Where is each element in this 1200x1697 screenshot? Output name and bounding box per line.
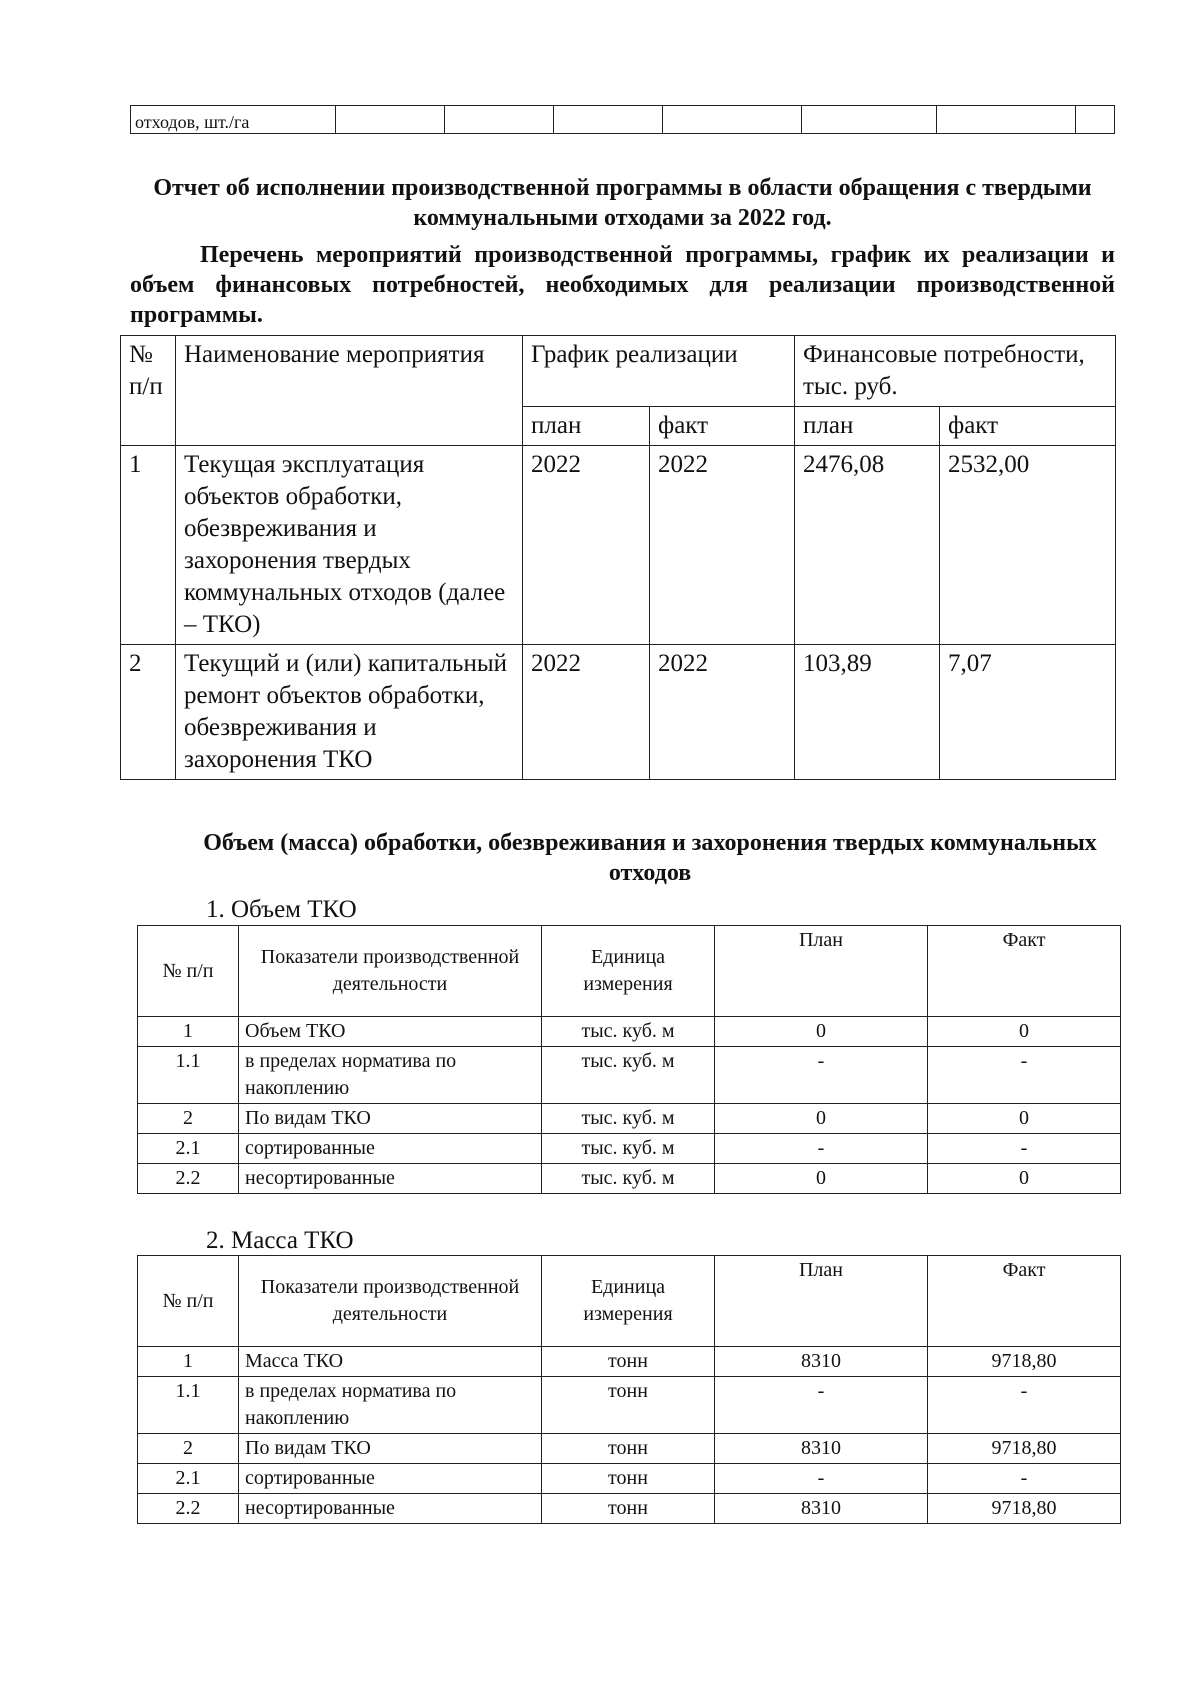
- row-plan: 8310: [715, 1494, 928, 1524]
- row-fact: -: [928, 1377, 1121, 1434]
- row-indicator: По видам ТКО: [239, 1434, 542, 1464]
- table-header-row: [138, 1256, 1121, 1347]
- previous-table-fragment: [130, 105, 1115, 134]
- table-cell: отходов, шт./га: [131, 106, 336, 134]
- volume-section-title: Объем (масса) обработки, обезвреживания и захоронения твердых коммунальных отходов: [203, 830, 1097, 886]
- mass-table: [137, 1255, 1121, 1524]
- row-unit: тонн: [542, 1464, 715, 1494]
- row-schedule-plan: 2022: [523, 645, 650, 780]
- row-indicator: Объем ТКО: [239, 1017, 542, 1047]
- row-schedule-fact: 2022: [650, 645, 795, 780]
- header-plan: План: [715, 926, 928, 1017]
- row-plan: 0: [715, 1104, 928, 1134]
- row-num: 2.1: [138, 1464, 239, 1494]
- header-finance-plan: план: [795, 407, 940, 446]
- row-unit: тыс. куб. м: [542, 1017, 715, 1047]
- row-fact: -: [928, 1134, 1121, 1164]
- row-indicator: в пределах норматива по накоплению: [239, 1377, 542, 1434]
- table-header-row: [138, 926, 1121, 1017]
- table-cell: [802, 106, 937, 134]
- header-indicator: Показатели производственной деятельности: [239, 926, 542, 1017]
- row-num: 1.1: [138, 1047, 239, 1104]
- row-num: 1: [138, 1347, 239, 1377]
- row-finance-fact: 7,07: [940, 645, 1116, 780]
- row-plan: 8310: [715, 1434, 928, 1464]
- header-finance-fact: факт: [940, 407, 1116, 446]
- row-indicator: Масса ТКО: [239, 1347, 542, 1377]
- table-row: [138, 1047, 1121, 1104]
- table-row: [138, 1464, 1121, 1494]
- table-cell: [1076, 106, 1115, 134]
- header-indicator: Показатели производственной деятельности: [239, 1256, 542, 1347]
- row-fact: -: [928, 1047, 1121, 1104]
- row-unit: тыс. куб. м: [542, 1164, 715, 1194]
- row-finance-plan: 2476,08: [795, 446, 940, 645]
- row-fact: 9718,80: [928, 1434, 1121, 1464]
- row-num: 1.1: [138, 1377, 239, 1434]
- row-plan: -: [715, 1134, 928, 1164]
- table-cell: [445, 106, 554, 134]
- program-intro: [130, 240, 1115, 330]
- row-unit: тыс. куб. м: [542, 1047, 715, 1104]
- row-num: 2: [138, 1104, 239, 1134]
- table-cell: [336, 106, 445, 134]
- header-num: № п/п: [138, 926, 239, 1017]
- table-row: [131, 106, 1115, 134]
- row-plan: 8310: [715, 1347, 928, 1377]
- row-plan: 0: [715, 1164, 928, 1194]
- row-schedule-plan: 2022: [523, 446, 650, 645]
- header-schedule-plan: план: [523, 407, 650, 446]
- row-num: 1: [121, 446, 176, 645]
- volume-table: [137, 925, 1121, 1194]
- row-num: 2: [138, 1434, 239, 1464]
- table-cell: [663, 106, 802, 134]
- row-plan: -: [715, 1464, 928, 1494]
- row-unit: тонн: [542, 1377, 715, 1434]
- row-fact: 0: [928, 1104, 1121, 1134]
- row-unit: тонн: [542, 1434, 715, 1464]
- table-row: [121, 645, 1116, 780]
- table-row: [121, 446, 1116, 645]
- table-cell: [554, 106, 663, 134]
- row-indicator: несортированные: [239, 1494, 542, 1524]
- table-row: [138, 1134, 1121, 1164]
- row-fact: 9718,80: [928, 1494, 1121, 1524]
- header-num: № п/п: [138, 1256, 239, 1347]
- row-finance-plan: 103,89: [795, 645, 940, 780]
- table-row: [138, 1104, 1121, 1134]
- row-indicator: сортированные: [239, 1464, 542, 1494]
- row-unit: тонн: [542, 1494, 715, 1524]
- mass-subtitle: 2. Масса ТКО: [206, 1227, 354, 1254]
- table-row: [138, 1377, 1121, 1434]
- table-row: [138, 1494, 1121, 1524]
- header-schedule-fact: факт: [650, 407, 795, 446]
- row-fact: 9718,80: [928, 1347, 1121, 1377]
- row-num: 2.1: [138, 1134, 239, 1164]
- row-finance-fact: 2532,00: [940, 446, 1116, 645]
- volume-subtitle: 1. Объем ТКО: [206, 896, 357, 923]
- row-num: 2.2: [138, 1494, 239, 1524]
- table-cell: [937, 106, 1076, 134]
- row-indicator: в пределах норматива по накоплению: [239, 1047, 542, 1104]
- header-fact: Факт: [928, 1256, 1121, 1347]
- row-unit: тыс. куб. м: [542, 1104, 715, 1134]
- table-row: [138, 1164, 1121, 1194]
- row-fact: -: [928, 1464, 1121, 1494]
- program-intro-text: Перечень мероприятий производственной программы, график их реализации и объем финансовых потребностей, необходимых для реализации производственной программы.: [130, 242, 1115, 328]
- table-row: [138, 1434, 1121, 1464]
- row-num: 2: [121, 645, 176, 780]
- row-indicator: сортированные: [239, 1134, 542, 1164]
- measures-table: [120, 335, 1116, 780]
- row-plan: 0: [715, 1017, 928, 1047]
- header-name: Наименование мероприятия: [176, 336, 523, 446]
- row-unit: тонн: [542, 1347, 715, 1377]
- header-schedule: График реализации: [523, 336, 795, 407]
- row-num: 2.2: [138, 1164, 239, 1194]
- row-fact: 0: [928, 1017, 1121, 1047]
- header-plan: План: [715, 1256, 928, 1347]
- row-num: 1: [138, 1017, 239, 1047]
- table-row: [138, 1347, 1121, 1377]
- header-finance: Финансовые потребности, тыс. руб.: [795, 336, 1116, 407]
- row-plan: -: [715, 1377, 928, 1434]
- header-fact: Факт: [928, 926, 1121, 1017]
- row-plan: -: [715, 1047, 928, 1104]
- row-name: Текущая эксплуатация объектов обработки, обезвреживания и захоронения твердых коммунальных отходов (далее – ТКО): [176, 446, 523, 645]
- report-title: Отчет об исполнении производственной программы в области обращения с твердыми коммунальными отходами за 2022 год.: [153, 175, 1092, 231]
- header-num: № п/п: [121, 336, 176, 446]
- row-fact: 0: [928, 1164, 1121, 1194]
- header-unit: Единица измерения: [542, 926, 715, 1017]
- header-unit: Единица измерения: [542, 1256, 715, 1347]
- row-indicator: По видам ТКО: [239, 1104, 542, 1134]
- row-indicator: несортированные: [239, 1164, 542, 1194]
- row-name: Текущий и (или) капитальный ремонт объектов обработки, обезвреживания и захоронения ТКО: [176, 645, 523, 780]
- row-unit: тыс. куб. м: [542, 1134, 715, 1164]
- table-header-row: [121, 336, 1116, 407]
- row-schedule-fact: 2022: [650, 446, 795, 645]
- table-row: [138, 1017, 1121, 1047]
